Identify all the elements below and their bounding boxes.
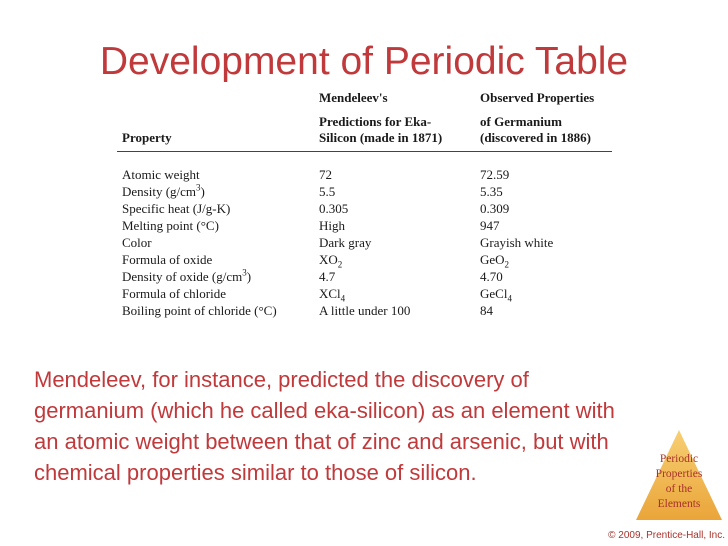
header-col3-line1: of Germanium — [480, 114, 562, 129]
cell-property: Density $(g/cm^3)$ — [122, 182, 205, 199]
cell-property: Boiling point of chloride (°C) — [122, 303, 277, 318]
cell-prediction: 4.7 — [319, 269, 336, 284]
cell-prediction: 72 — [319, 167, 332, 182]
table-row — [117, 286, 612, 302]
logo-line: of the — [665, 483, 693, 495]
header-cut-col3: Observed Properties — [480, 90, 595, 105]
header-col2-line1: Predictions for Eka- — [319, 114, 432, 129]
table-row — [117, 303, 612, 319]
table-row — [117, 235, 612, 251]
body-paragraph: Mendeleev, for instance, predicted the discovery of germanium (which he called eka-silicon) as an element with an atomic weight between that of zinc and arsenic, but with chemical properties similar to those of silicon. — [34, 367, 615, 485]
table-header-cut-off — [117, 90, 612, 109]
table-row — [117, 218, 612, 234]
header-col2-line2: Silicon (made in 1871) — [319, 130, 443, 145]
cell-property: Melting point (°C) — [122, 218, 219, 233]
cell-observed: 0.309 — [480, 201, 510, 216]
cell-prediction: Dark gray — [319, 235, 372, 250]
cell-prediction: $XO_2$ — [319, 252, 343, 270]
logo-line: Properties — [655, 468, 703, 480]
table-row — [117, 201, 612, 217]
cell-property: Atomic weight — [122, 167, 200, 182]
cell-property: Formula of oxide — [122, 252, 213, 267]
cell-prediction: A little under 100 — [319, 303, 411, 318]
logo-line: Periodic — [659, 453, 699, 465]
header-rule — [117, 151, 612, 152]
table-row — [117, 167, 612, 183]
cell-observed: GeO$_2$ — [480, 252, 510, 270]
cell-observed: 947 — [480, 218, 500, 233]
cell-prediction: XCl$_4$ — [319, 286, 346, 304]
table-row — [117, 184, 612, 200]
cell-observed: 72.59 — [480, 167, 510, 182]
header-col3-line2: (discovered in 1886) — [480, 130, 591, 145]
cell-property: Density of oxide $(g/cm^3)$ — [122, 267, 252, 284]
slide-title: Development of Periodic Table — [99, 40, 629, 83]
cell-observed: GeCl$_4$ — [480, 286, 512, 304]
cell-observed: 84 — [480, 303, 493, 318]
cell-observed: 5.35 — [480, 184, 503, 199]
cell-observed: Grayish white — [480, 235, 554, 250]
cell-property: Formula of chloride — [122, 286, 226, 301]
table-row — [117, 269, 612, 285]
cell-property: Specific heat (J/g-K) — [122, 201, 231, 216]
logo-text — [634, 452, 724, 512]
cell-prediction: 5.5 — [319, 184, 336, 199]
periodic-properties-logo — [634, 428, 724, 522]
cell-property: Color — [122, 235, 152, 250]
header-cut-col2: Mendeleev's — [319, 90, 388, 105]
cell-prediction: High — [319, 218, 345, 233]
copyright-notice: © 2009, Prentice-Hall, Inc. — [608, 530, 725, 541]
logo-line: Elements — [657, 498, 701, 510]
comparison-table — [117, 90, 612, 329]
cell-observed: 4.70 — [480, 269, 503, 284]
header-property: Property — [122, 130, 172, 145]
table-row — [117, 252, 612, 268]
cell-prediction: 0.305 — [319, 201, 349, 216]
